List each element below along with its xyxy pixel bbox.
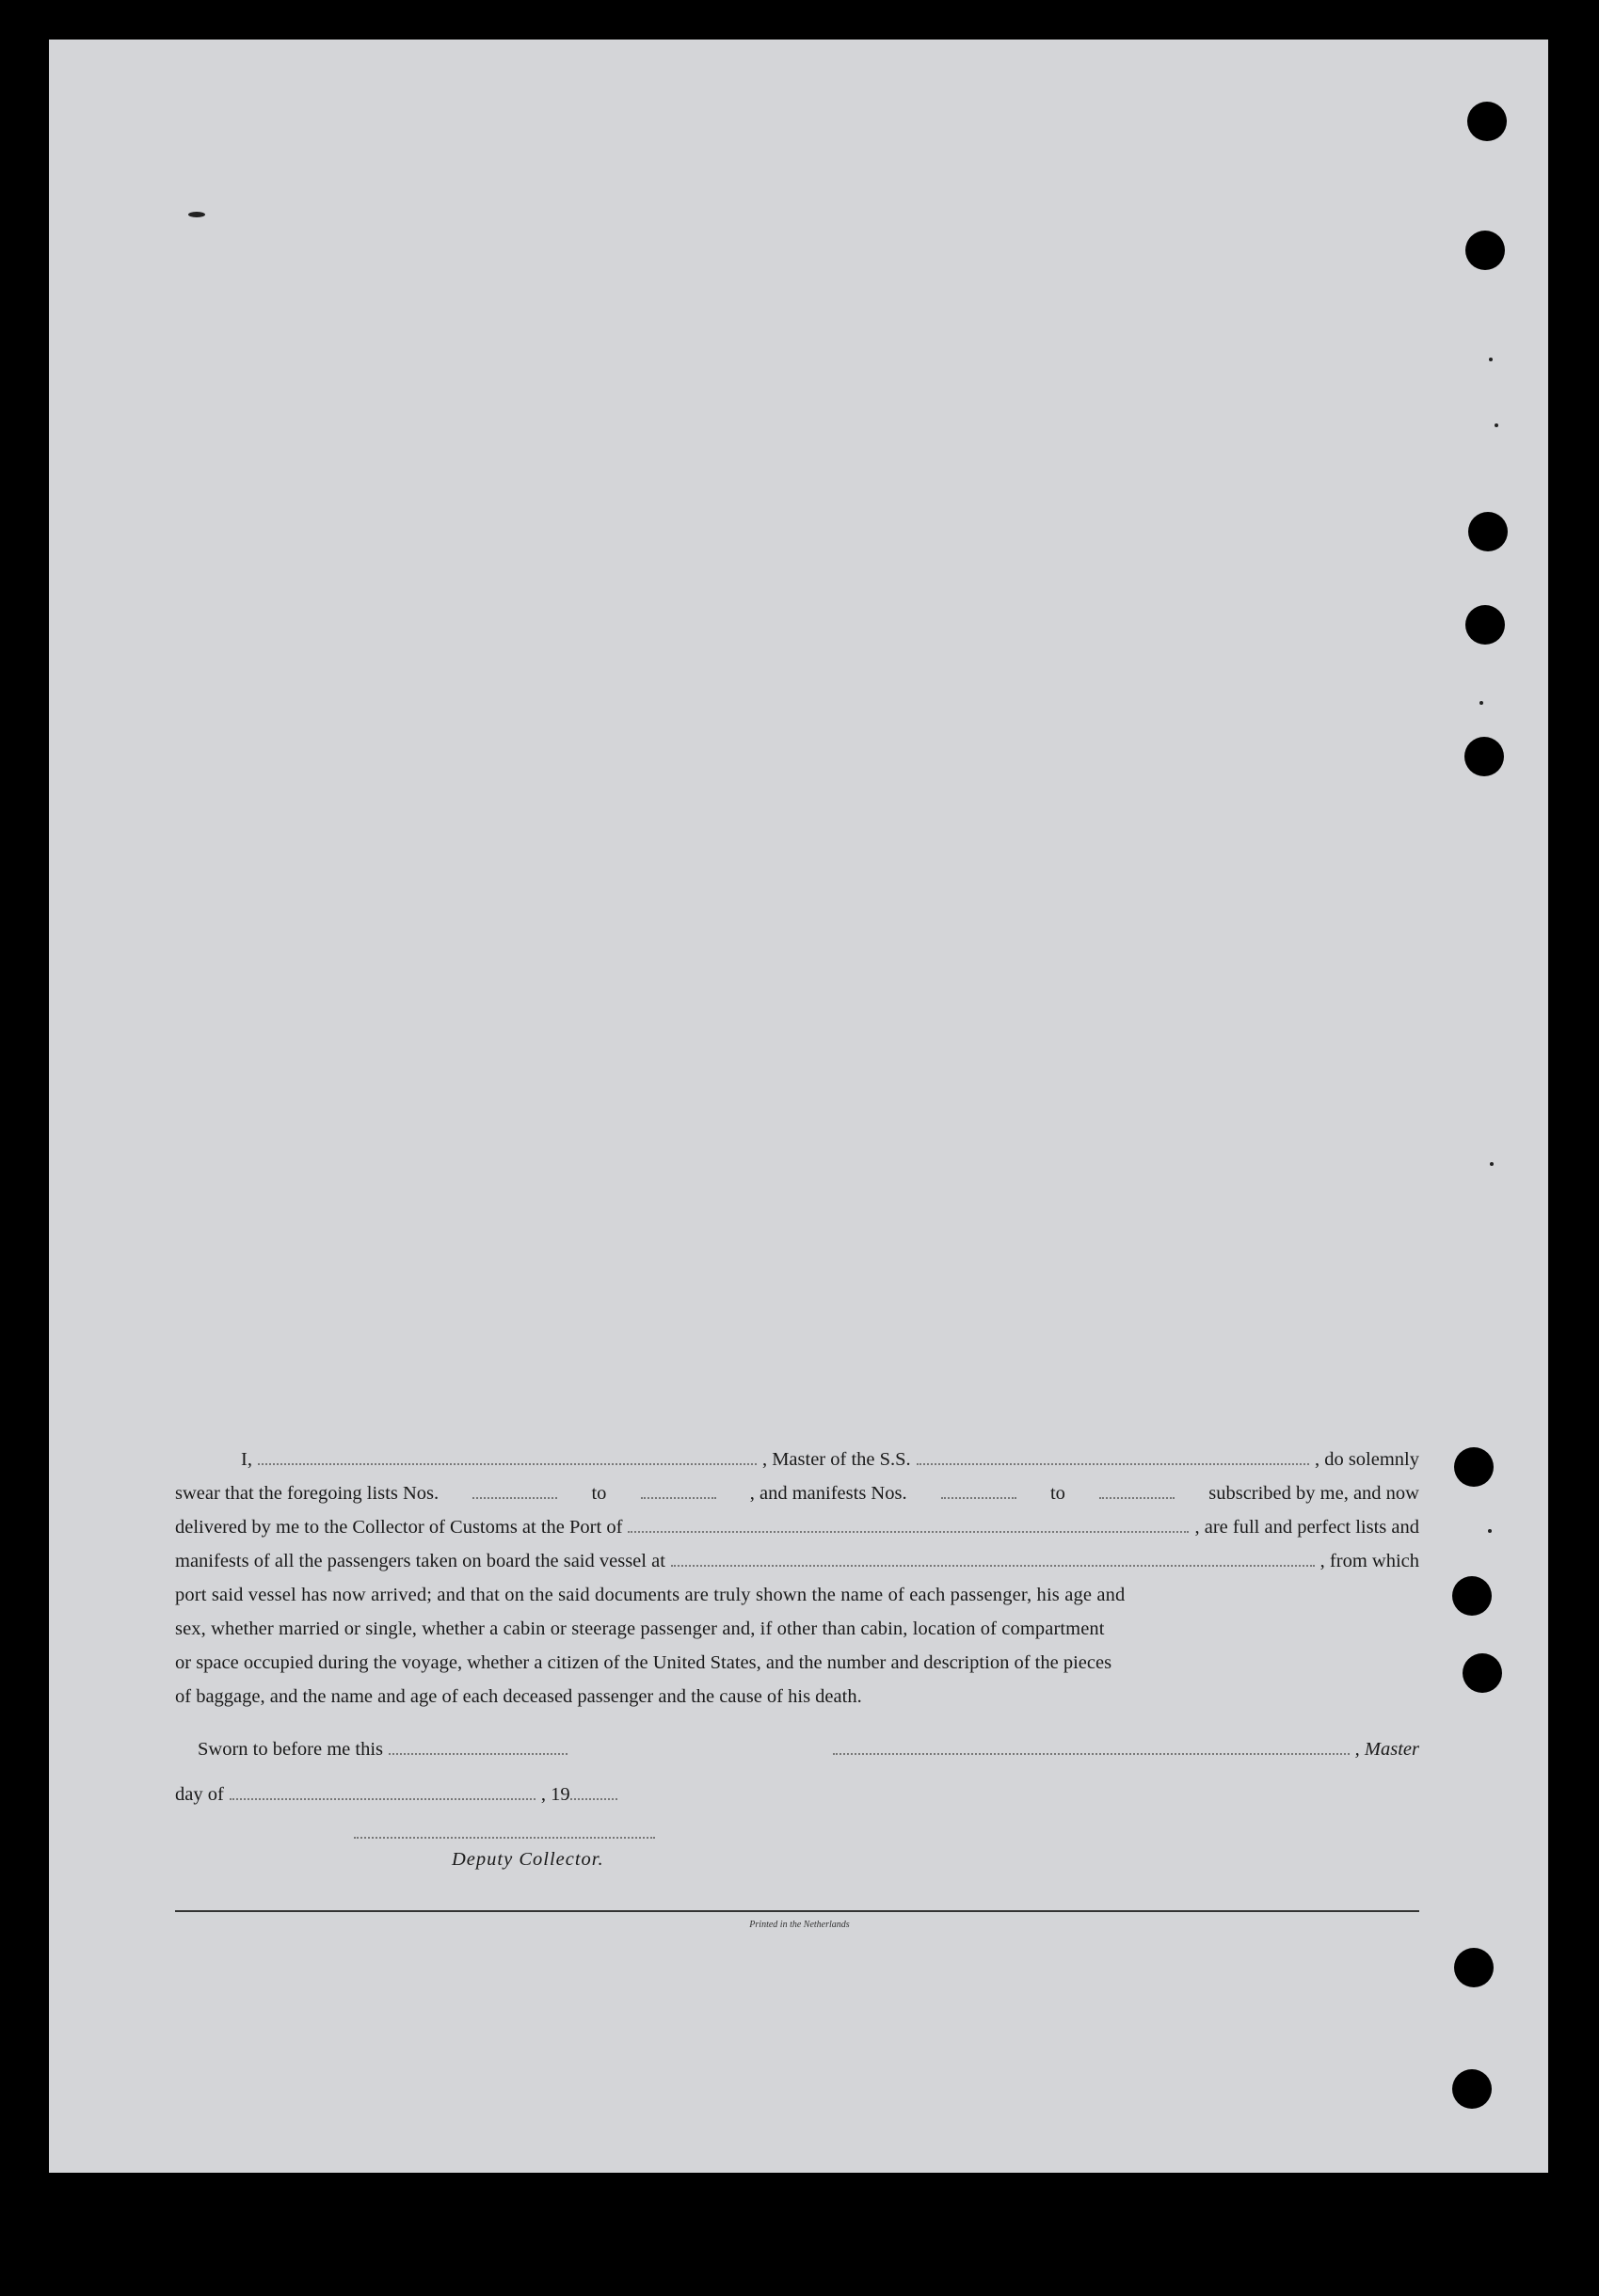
- manifest-from-blank: [941, 1476, 1016, 1499]
- oath-line: [175, 1510, 1419, 1544]
- speck: [1479, 701, 1483, 705]
- sworn-label: Sworn to before me this: [198, 1739, 383, 1760]
- manifest-to-blank: [1099, 1476, 1175, 1499]
- oath-text: port said vessel has now arrived; and that on the said documents are truly shown the name of each passenger, his age and: [175, 1585, 1126, 1605]
- oath-line: [175, 1544, 1419, 1578]
- master-label: , Master: [1354, 1739, 1419, 1760]
- deputy-signature-line: [354, 1837, 655, 1839]
- list-from-blank: [472, 1476, 557, 1499]
- year-label: , 19: [540, 1784, 570, 1805]
- oath-text: I,: [241, 1449, 252, 1470]
- port-blank: [628, 1510, 1189, 1533]
- oath-text: or space occupied during the voyage, whether a citizen of the United States, and the number and description of the pieces: [175, 1652, 1112, 1673]
- oath-line: [175, 1443, 1419, 1476]
- oath-line: [175, 1578, 1419, 1612]
- punch-hole: [1454, 1447, 1494, 1487]
- printer-credit: Printed in the Netherlands: [749, 1920, 850, 1930]
- oath-text: swear that the foregoing lists Nos.: [175, 1483, 440, 1504]
- punch-hole: [1465, 231, 1505, 270]
- punch-hole: [1467, 102, 1507, 141]
- month-blank: [230, 1778, 536, 1800]
- oath-text: , and manifests Nos.: [749, 1483, 907, 1504]
- oath-line: [175, 1646, 1419, 1680]
- departure-port-blank: [671, 1544, 1315, 1567]
- speck: [188, 212, 205, 217]
- oath-text: , Master of the S.S.: [761, 1449, 911, 1470]
- oath-line: [175, 1612, 1419, 1646]
- sworn-date-blank: [389, 1732, 568, 1755]
- oath-line: [175, 1476, 1419, 1510]
- speck: [1495, 423, 1498, 427]
- oath-text: sex, whether married or single, whether a cabin or steerage passenger and, if other than cabin, location of compartment: [175, 1618, 1105, 1639]
- sworn-row: [175, 1727, 1419, 1772]
- punch-hole: [1468, 512, 1508, 551]
- punch-hole: [1452, 2069, 1492, 2109]
- speck: [1490, 1162, 1494, 1166]
- master-signature-blank: [833, 1732, 1350, 1755]
- oath-text: , are full and perfect lists and: [1194, 1517, 1419, 1538]
- oath-line: [175, 1680, 1419, 1714]
- oath-text: to: [591, 1483, 607, 1504]
- punch-hole: [1465, 605, 1505, 645]
- day-row: [175, 1772, 1419, 1817]
- document-page: [49, 40, 1548, 2173]
- punch-hole: [1464, 737, 1504, 776]
- oath-text: delivered by me to the Collector of Customs at the Port of: [175, 1517, 623, 1538]
- master-name-blank: [258, 1443, 757, 1465]
- oath-text: subscribed by me, and now: [1208, 1483, 1419, 1504]
- oath-text: to: [1049, 1483, 1065, 1504]
- sworn-block: [175, 1727, 1419, 1817]
- deputy-collector-label: Deputy Collector.: [452, 1849, 604, 1870]
- oath-text: , from which: [1319, 1551, 1419, 1571]
- day-of-label: day of: [175, 1784, 224, 1805]
- oath-text: manifests of all the passengers taken on board the said vessel at: [175, 1551, 665, 1571]
- punch-hole: [1454, 1948, 1494, 1987]
- punch-hole: [1452, 1576, 1492, 1616]
- speck: [1488, 1529, 1492, 1533]
- footer-rule: [175, 1910, 1419, 1912]
- oath-text: of baggage, and the name and age of each deceased passenger and the cause of his death.: [175, 1686, 862, 1707]
- year-blank: [570, 1778, 617, 1800]
- oath-text: , do solemnly: [1314, 1449, 1419, 1470]
- oath-paragraph: [175, 1443, 1419, 1714]
- list-to-blank: [641, 1476, 716, 1499]
- vessel-name-blank: [917, 1443, 1309, 1465]
- speck: [1489, 358, 1493, 361]
- punch-hole: [1463, 1653, 1502, 1693]
